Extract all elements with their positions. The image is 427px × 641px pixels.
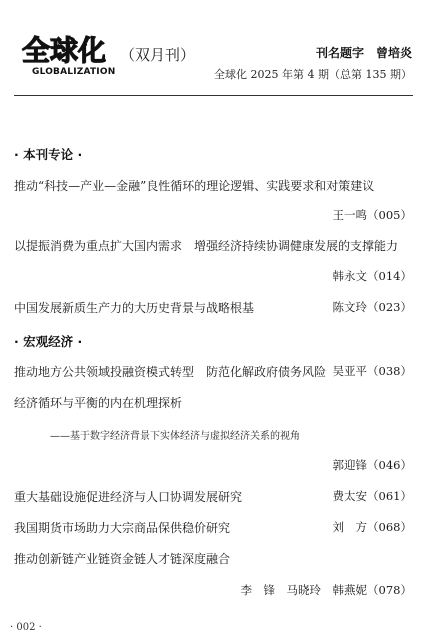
article-author: 刘 方（068） <box>332 520 412 534</box>
article-title[interactable]: 我国期货市场助力大宗商品保供稳价研究 <box>14 521 231 535</box>
article-author: 吴亚平（038） <box>332 364 412 378</box>
logo-wordmark-icon <box>14 33 114 67</box>
article-title[interactable]: 重大基础设施促进经济与人口协调发展研究 <box>14 490 243 504</box>
issue-info: 全球化 2025 年第 4 期（总第 135 期） <box>214 68 412 81</box>
article-title[interactable]: 推动创新链产业链资金链人才链深度融合 <box>14 552 231 566</box>
issue-frequency: （双月刊） <box>120 46 196 64</box>
article-title[interactable]: 经济循环与平衡的内在机理探析 <box>14 396 183 410</box>
article-author: 韩永文（014） <box>332 269 412 283</box>
logo-subtitle: GLOBALIZATION <box>32 67 116 77</box>
article-title[interactable]: 以提振消费为重点扩大国内需求 增强经济持续协调健康发展的支撑能力 <box>14 239 399 253</box>
article-title[interactable]: 推动地方公共领域投融资模式转型 防范化解政府债务风险 <box>14 365 327 379</box>
article-title[interactable]: 推动“科技—产业—金融”良性循环的理论逻辑、实践要求和对策建议 <box>14 179 375 193</box>
journal-logo <box>14 33 114 79</box>
article-author: 郭迎锋（046） <box>332 458 412 472</box>
article-author: 陈文玲（023） <box>332 300 412 314</box>
header-rule <box>14 95 413 96</box>
article-author: 王一鸣（005） <box>332 208 412 222</box>
article-author: 李 锋 马晓玲 韩燕妮（078） <box>240 583 412 597</box>
svg-text:全球化: 全球化 <box>21 34 107 67</box>
title-calligraphy-credit: 刊名题字 曾培炎 <box>315 46 412 60</box>
masthead <box>0 0 427 100</box>
section-heading: · 宏观经济 · <box>14 334 83 349</box>
article-author: 费太安（061） <box>332 489 412 503</box>
article-title[interactable]: 中国发展新质生产力的大历史背景与战略根基 <box>14 301 255 315</box>
section-heading: · 本刊专论 · <box>14 147 83 162</box>
page-number: · 002 · <box>10 622 42 633</box>
article-subtitle: ——基于数字经济背景下实体经济与虚拟经济关系的视角 <box>50 431 300 442</box>
